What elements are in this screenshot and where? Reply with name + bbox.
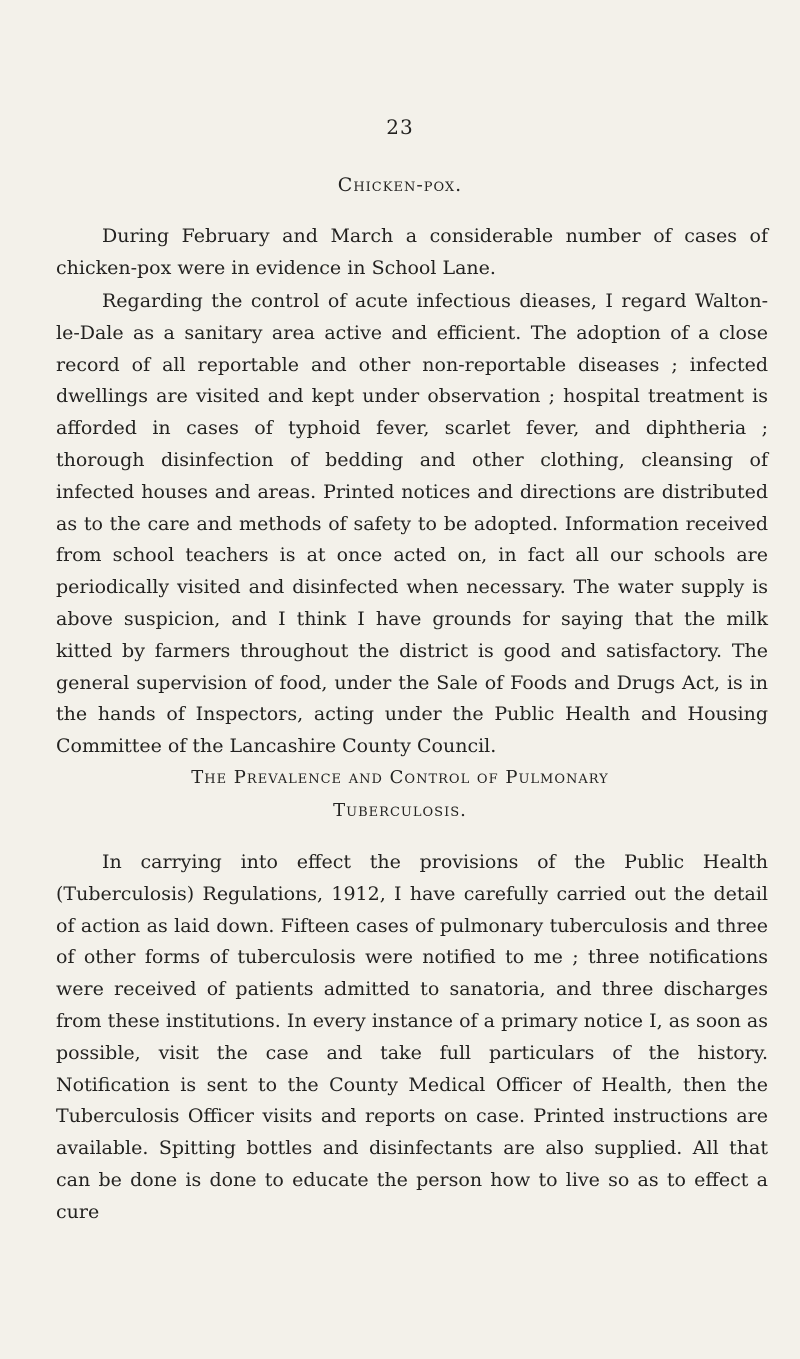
section-heading-chicken-pox: Chicken-pox. bbox=[337, 174, 463, 196]
paragraph: During February and March a considerable number of cases of chicken-pox were in evidence in School Lane. bbox=[56, 225, 768, 279]
paragraph: In carrying into effect the provisions of the Public Health (Tuberculosis) Regulations, 1912, I have carefully carried out the detail of action as laid down. Fifteen cases of pulmonary tuberculosis and three of other forms of tuberculosis were notified to me ; three notifications were received of patients admitted to sanatoria, and three discharges from these institutions. In every instance of a primary notice I, as soon as possible, visit the case and take full particulars of the history. Notification is sent to the County Medical Officer of Health, then the Tuberculosis Officer visits and reports on case. Printed instructions are available. Spitting bottles and disinfectants are also supplied. All that can be done is done to educate the person how to live so as to effect a cure bbox=[56, 851, 768, 1223]
section-heading-tuberculosis: The Prevalence and Control of Pulmonary bbox=[191, 767, 609, 788]
page-number: 23 bbox=[386, 115, 414, 139]
paragraph: Regarding the control of acute infectious dieases, I regard Walton-le-Dale as a sanitary area active and efficient. The adoption of a close record of all reportable and other non-reportable diseases ; infected dwellings are visited and kept under observation ; hospital treatment is afforded in cases of typhoid fever, scarlet fever, and diphtheria ; thorough disinfection of bedding and other clothing, cleansing of infected houses and areas. Printed notices and directions are distributed as to the care and methods of safety to be adopted. Information received from school teachers is at once acted on, in fact all our schools are periodically visited and disinfected when necessary. The water supply is above suspicion, and I think I have grounds for saying that the milk kitted by farmers throughout the district is good and satisfactory. The general supervision of food, under the Sale of Foods and Drugs Act, is in the hands of Inspectors, acting under the Public Health and Housing Committee of the Lancashire County Council. bbox=[56, 290, 768, 758]
section-heading-tuberculosis-line2: Tuberculosis. bbox=[333, 800, 467, 821]
